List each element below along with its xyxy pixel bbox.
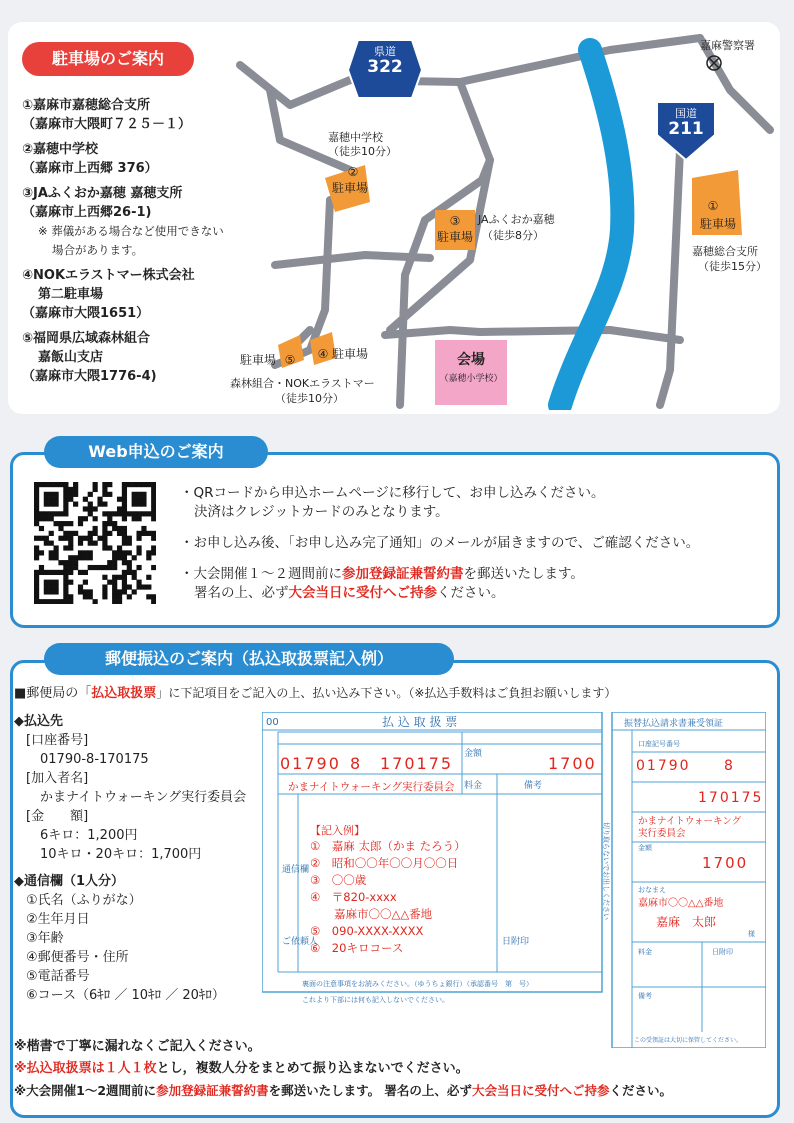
svg-text:⑥ 20キロコース: ⑥ 20キロコース — [310, 941, 404, 955]
svg-text:かまナイトウォーキング: かまナイトウォーキング — [638, 816, 742, 827]
svg-text:8: 8 — [724, 758, 733, 774]
svg-text:【記入例】: 【記入例】 — [310, 824, 365, 837]
svg-text:口座記号番号: 口座記号番号 — [638, 740, 680, 748]
svg-text:① 嘉麻 太郎（かま たろう）: ① 嘉麻 太郎（かま たろう） — [310, 839, 466, 853]
postal-notes: ※楷書で丁寧に漏れなくご記入ください。 ※払込取扱票は１人１枚とし，複数人分をまとめて振り込まないでください。 ※大会開催1～2週間前に参加登録証兼誓約書を郵送いたします。 署名の上、必ず大会当日に受付へご持参ください。 — [14, 1039, 672, 1098]
svg-text:01790: 01790 — [280, 754, 341, 773]
svg-text:料金: 料金 — [638, 948, 652, 956]
police-label: 嘉麻警察署 — [700, 39, 755, 52]
parking-map: 県道 322 国道 211 嘉麻警察署 嘉穂中学校 （徒歩10分） ② 駐車場 ③ 駐車場 JAふくおか嘉穂 （徒歩8分） ① 駐車場 嘉穂総合支所 （徒歩15分） 駐車場 ⑤ ④ 駐車場 森林組合・NOKエラストマー （徒歩10分） 会場 （嘉穂小学校） — [230, 30, 775, 410]
svg-text:8: 8 — [350, 754, 361, 773]
svg-text:嘉麻市〇〇△△番地: 嘉麻市〇〇△△番地 — [638, 898, 724, 909]
svg-text:④ 〒820-xxxx: ④ 〒820-xxxx — [310, 890, 397, 904]
svg-text:ご依頼人: ご依頼人 — [282, 937, 319, 947]
svg-text:通信欄: 通信欄 — [282, 865, 310, 875]
svg-text:備考: 備考 — [524, 781, 543, 791]
venue-label: 会場 — [457, 352, 485, 368]
parking-title: 駐車場のご案内 — [22, 42, 194, 76]
svg-text:嘉麻市〇〇△△番地: 嘉麻市〇〇△△番地 — [334, 907, 433, 921]
svg-text:日附印: 日附印 — [502, 937, 530, 947]
svg-text:備考: 備考 — [638, 992, 652, 1000]
qr-code[interactable] — [34, 482, 156, 604]
svg-text:00: 00 — [266, 717, 279, 728]
payment-slip-example — [262, 712, 766, 1048]
svg-text:170175: 170175 — [698, 790, 764, 806]
svg-text:様: 様 — [748, 930, 755, 938]
web-instructions: ・QRコードから申込ホームページに移行して、お申し込みください。 決済はクレジットカードのみとなります。 ・お申し込み後、「お申し込み完了通知」のメールが届きますので、ご確認ください。 ・大会開催１～２週間前に参加登録証兼誓約書を郵送いたします。 署名の上、必ず大会当日に受付へご持参ください。 — [180, 485, 700, 601]
svg-text:かまナイトウォーキング実行委員会: かまナイトウォーキング実行委員会 — [288, 781, 455, 793]
postal-title: 郵便振込のご案内（払込取扱票記入例） — [44, 643, 454, 675]
svg-text:嘉麻 太郎: 嘉麻 太郎 — [656, 915, 717, 929]
svg-text:⑤ 090-XXXX-XXXX: ⑤ 090-XXXX-XXXX — [310, 924, 424, 938]
postal-intro: ■郵便局の「払込取扱票」に下記項目をご記入の上、払い込み下さい。（※払込手数料はご負担お願いします） — [14, 686, 617, 701]
river — [560, 50, 622, 405]
web-title: Web申込のご案内 — [44, 436, 268, 468]
svg-text:170175: 170175 — [380, 754, 454, 773]
svg-text:切り取らないでお出しください: 切り取らないでお出しください — [602, 822, 610, 920]
list-item: ⑤福岡県広域森林組合 嘉飯山支店 （嘉麻市大隈1776-4) — [22, 331, 157, 384]
svg-text:01790: 01790 — [636, 758, 691, 774]
list-item: ①嘉麻市嘉穂総合支所 （嘉麻市大隈町７２５－１） — [22, 98, 192, 132]
svg-text:③ 〇〇歳: ③ 〇〇歳 — [310, 873, 367, 887]
payee-info: ◆払込先 [口座番号] 01790-8-170175 [加入者名] かまナイトウォーキング実行委員会 [金 額] 6キロ：1,200円 10キロ・20キロ：1,700円 ◆通信欄（1人分） ①氏名（ふりがな） ②生年月日 ③年齢 ④郵便番号・住所 ⑤電話番号 ⑥コース（6ｷﾛ ／ 10ｷﾛ ／ 20ｷﾛ） — [14, 714, 247, 1003]
svg-text:1700: 1700 — [702, 854, 749, 872]
svg-text:料金: 料金 — [464, 781, 483, 791]
svg-text:振替払込請求書兼受領証: 振替払込請求書兼受領証 — [624, 719, 724, 729]
list-item: ②嘉穂中学校 （嘉麻市上西郷 376） — [22, 142, 158, 176]
svg-text:金額: 金額 — [638, 844, 652, 852]
svg-text:日附印: 日附印 — [712, 948, 733, 956]
svg-text:② 昭和〇〇年〇〇月〇〇日: ② 昭和〇〇年〇〇月〇〇日 — [310, 856, 459, 870]
svg-text:金額: 金額 — [464, 749, 483, 759]
svg-text:この受領証は大切に保管してください。: この受領証は大切に保管してください。 — [634, 1037, 743, 1044]
list-item: ③JAふくおか嘉穂 嘉穂支所 （嘉麻市上西郷26-1) ※ 葬儀がある場合など使用できない 場合があります。 — [22, 186, 224, 257]
svg-text:払 込 取 扱 票: 払 込 取 扱 票 — [382, 715, 458, 729]
svg-text:おなまえ: おなまえ — [638, 886, 666, 894]
svg-text:裏面の注意事項をお読みください。（ゆうちょ銀行）（承認番号: 裏面の注意事項をお読みください。（ゆうちょ銀行）（承認番号 第 号） — [302, 980, 533, 988]
svg-text:実行委員会: 実行委員会 — [638, 828, 686, 839]
svg-text:1700: 1700 — [548, 754, 597, 773]
svg-text:これより下部には何も記入しないでください。: これより下部には何も記入しないでください。 — [302, 996, 449, 1004]
list-item: ④NOKエラストマー株式会社 第二駐車場 （嘉麻市大隈1651） — [22, 268, 195, 321]
parking-list — [22, 96, 224, 392]
